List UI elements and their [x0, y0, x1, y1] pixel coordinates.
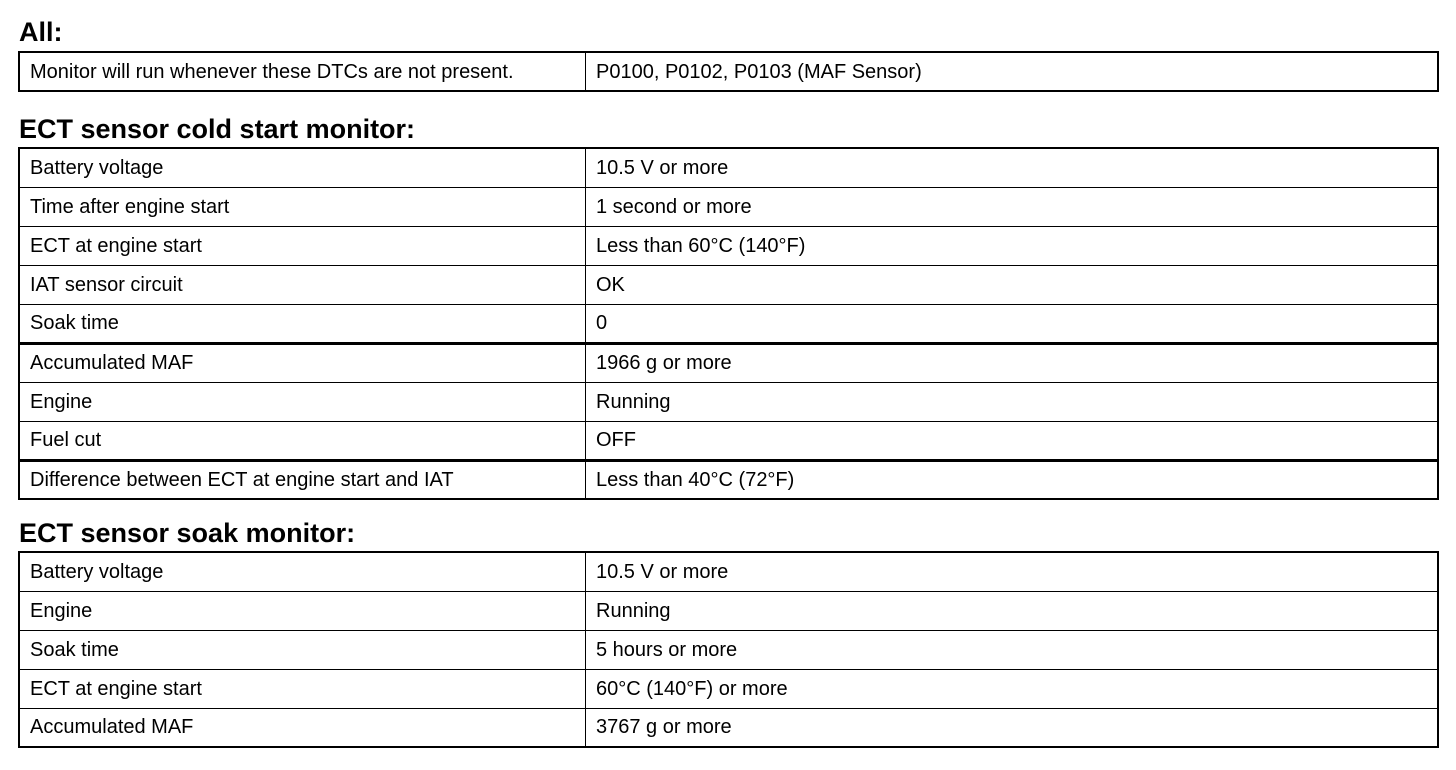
condition-cell: Battery voltage — [19, 552, 586, 591]
section-title-all: All: — [19, 17, 63, 47]
table-row — [19, 265, 1438, 304]
table-row — [19, 630, 1438, 669]
condition-cell: Monitor will run whenever these DTCs are not present. — [19, 52, 586, 91]
value-cell: 60°C (140°F) or more — [586, 669, 1439, 708]
all-conditions-table — [18, 51, 1439, 92]
condition-cell: Soak time — [19, 630, 586, 669]
condition-cell: Difference between ECT at engine start and IAT — [19, 460, 586, 499]
table-row — [19, 226, 1438, 265]
section-title-cold-start: ECT sensor cold start monitor: — [19, 114, 416, 144]
condition-cell: Accumulated MAF — [19, 708, 586, 747]
value-cell: 3767 g or more — [586, 708, 1439, 747]
section-title-soak: ECT sensor soak monitor: — [19, 518, 356, 548]
condition-cell: Time after engine start — [19, 187, 586, 226]
value-cell: 10.5 V or more — [586, 148, 1439, 187]
value-cell: 10.5 V or more — [586, 552, 1439, 591]
cold-start-conditions-table — [18, 147, 1439, 500]
table-row — [19, 52, 1438, 91]
table-row — [19, 304, 1438, 343]
soak-conditions-table — [18, 551, 1439, 748]
table-row — [19, 708, 1438, 747]
condition-cell: IAT sensor circuit — [19, 265, 586, 304]
table-row — [19, 148, 1438, 187]
condition-cell: Soak time — [19, 304, 586, 343]
condition-cell: Engine — [19, 591, 586, 630]
table-row — [19, 460, 1438, 499]
condition-cell: ECT at engine start — [19, 669, 586, 708]
table-row — [19, 591, 1438, 630]
value-cell: 5 hours or more — [586, 630, 1439, 669]
table-row — [19, 343, 1438, 382]
value-cell: Running — [586, 591, 1439, 630]
table-row — [19, 382, 1438, 421]
value-cell: 1 second or more — [586, 187, 1439, 226]
condition-cell: Fuel cut — [19, 421, 586, 460]
value-cell: Less than 40°C (72°F) — [586, 460, 1439, 499]
table-row — [19, 421, 1438, 460]
condition-cell: Engine — [19, 382, 586, 421]
condition-cell: ECT at engine start — [19, 226, 586, 265]
condition-cell: Battery voltage — [19, 148, 586, 187]
table-row — [19, 552, 1438, 591]
table-row — [19, 669, 1438, 708]
value-cell: Running — [586, 382, 1439, 421]
value-cell: OFF — [586, 421, 1439, 460]
value-cell: P0100, P0102, P0103 (MAF Sensor) — [586, 52, 1439, 91]
value-cell: 0 — [586, 304, 1439, 343]
value-cell: Less than 60°C (140°F) — [586, 226, 1439, 265]
table-row — [19, 187, 1438, 226]
value-cell: 1966 g or more — [586, 343, 1439, 382]
value-cell: OK — [586, 265, 1439, 304]
condition-cell: Accumulated MAF — [19, 343, 586, 382]
